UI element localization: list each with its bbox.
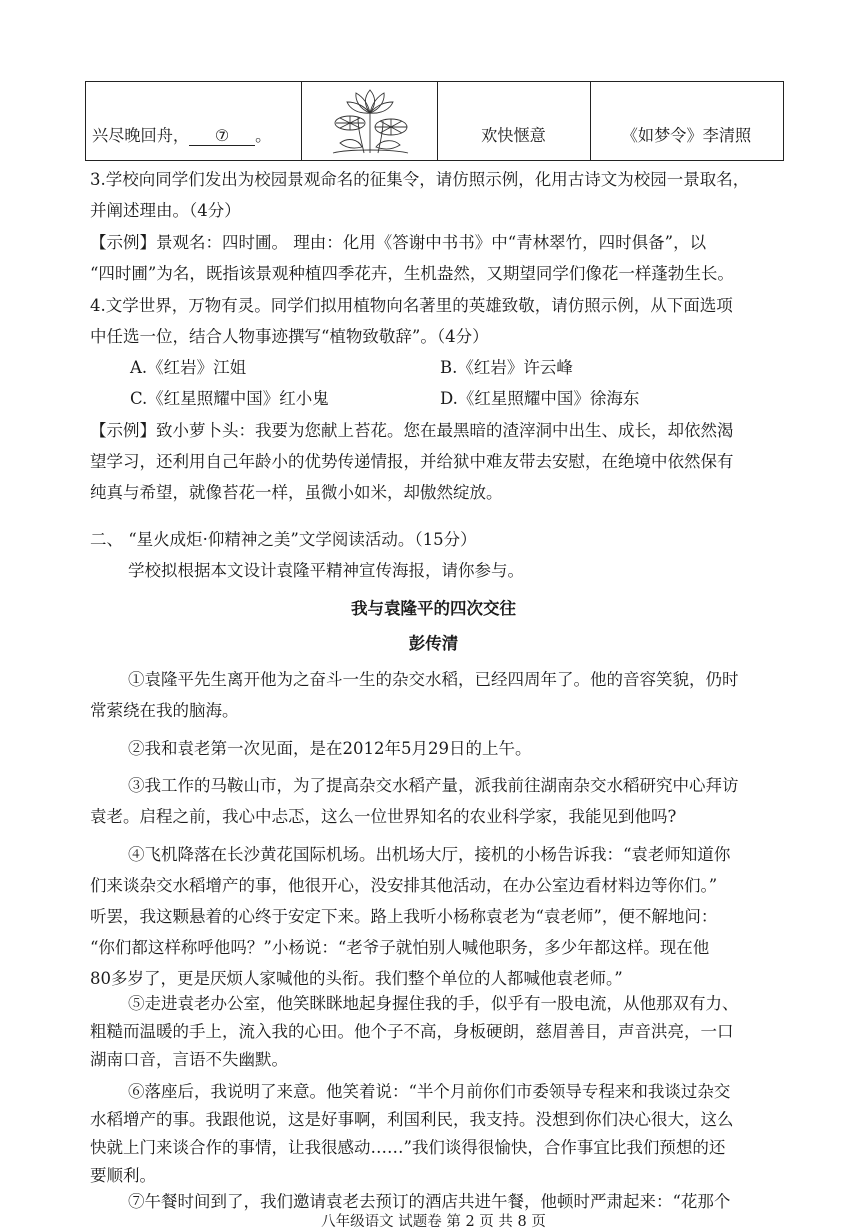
paragraph-5: 湖南口音，言语不失幽默。 (90, 1050, 288, 1069)
section-2-intro: 学校拟根据本文设计袁隆平精神宣传海报，请你参与。 (128, 561, 524, 580)
paragraph-4: 听罢，我这颗悬着的心终于安定下来。路上我听小杨称袁老为“袁老师”，便不解地问： (90, 907, 718, 926)
paragraph-6: 水稻增产的事。我跟他说，这是好事啊，利国利民，我支持。没想到你们决心很大，这么 (90, 1110, 734, 1129)
table-divider (590, 82, 591, 160)
paragraph-1: ①袁隆平先生离开他为之奋斗一生的杂交水稻，已经四周年了。他的音容笑貌，仍时 (128, 670, 739, 689)
paragraph-5: ⑤走进袁老办公室，他笑眯眯地起身握住我的手，似乎有一股电流，从他那双有力、 (128, 994, 739, 1013)
paragraph-5: 粗糙而温暖的手上，流入我的心田。他个子不高，身板硬朗，慈眉善目，声音洪亮，一口 (90, 1022, 734, 1041)
paragraph-3: 袁老。启程之前，我心中忐忑，这么一位世界知名的农业科学家，我能见到他吗? (90, 807, 677, 826)
table-cell-source: 《如梦令》李清照 (621, 126, 752, 145)
table-cell-mood: 欢快惬意 (481, 126, 546, 145)
poem-table-row (85, 81, 784, 161)
q4-option-a[interactable]: A.《红岩》江姐 (130, 358, 247, 377)
paragraph-2: ②我和袁老第一次见面，是在2012年5月29日的上午。 (128, 739, 532, 758)
q4-example-1: 【示例】致小萝卜头：我要为您献上苔花。您在最黑暗的渣滓洞中出生、成长，却依然渴 (90, 421, 734, 440)
article-title: 我与袁隆平的四次交往 (351, 599, 516, 618)
q4-line-2: 中任选一位，结合人物事迹撰写“植物致敬辞”。（4分） (90, 327, 489, 346)
q3-line-1: 3.学校向同学们发出为校园景观命名的征集令，请仿照示例，化用古诗文为校园一景取名， (90, 170, 750, 189)
q4-example-2: 望学习，还利用自己年龄小的优势传递情报，并给狱中难友带去安慰，在绝境中依然保有 (90, 452, 734, 471)
page-footer: 八年级语文 试题卷 第 2 页 共 8 页 (321, 1214, 546, 1230)
section-2-heading: 二、 “星火成炬·仰精神之美”文学阅读活动。（15分） (90, 530, 477, 549)
paragraph-1: 常萦绕在我的脑海。 (90, 701, 239, 720)
paragraph-4: “你们都这样称呼他吗？”小杨说：“老爷子就怕别人喊他职务，多少年都这样。现在他 (90, 938, 710, 957)
q4-option-c[interactable]: C.《红星照耀中国》红小鬼 (130, 389, 329, 408)
q4-line-1: 4.文学世界，万物有灵。同学们拟用植物向名著里的英雄致敬，请仿照示例，从下面选项 (90, 296, 733, 315)
paragraph-7: ⑦午餐时间到了，我们邀请袁老去预订的酒店共进午餐，他顿时严肃起来：“花那个 (128, 1192, 731, 1211)
q4-option-b[interactable]: B.《红岩》许云峰 (440, 358, 573, 377)
answer-blank-7[interactable]: ⑦ (189, 126, 255, 146)
paragraph-4: 们来谈杂交水稻增产的事，他很开心，没安排其他活动，在办公室边看材料边等你们。” (90, 876, 718, 895)
q4-example-3: 纯真与希望，就像苔花一样，虽微小如米，却傲然绽放。 (90, 483, 503, 502)
article-author: 彭传清 (408, 634, 459, 653)
paragraph-4: ④飞机降落在长沙黄花国际机场。出机场大厅，接机的小杨告诉我：“袁老师知道你 (128, 845, 731, 864)
table-divider (301, 82, 302, 160)
paragraph-4: 80多岁了，更是厌烦人家喊他的头衔。我们整个单位的人都喊他袁老师。” (90, 969, 623, 988)
q3-example-1: 【示例】景观名：四时圃。 理由：化用《答谢中书书》中“青林翠竹，四时俱备”，以 (90, 233, 707, 252)
table-cell-verse: 兴尽晚回舟， ⑦ 。 (92, 126, 272, 145)
lotus-icon (328, 87, 412, 155)
q3-example-2: “四时圃”为名，既指该景观种植四季花卉，生机盎然，又期望同学们像花一样蓬勃生长。 (90, 264, 734, 283)
paragraph-6: 快就上门来谈合作的事情，让我很感动……”我们谈得很愉快，合作事宜比我们预想的还 (90, 1138, 726, 1157)
lotus-image (328, 87, 412, 155)
paragraph-6: ⑥落座后，我说明了来意。他笑着说：“半个月前你们市委领导专程来和我谈过杂交 (128, 1082, 731, 1101)
q4-option-d[interactable]: D.《红星照耀中国》徐海东 (440, 389, 640, 408)
table-divider (437, 82, 438, 160)
paragraph-3: ③我工作的马鞍山市，为了提高杂交水稻产量，派我前往湖南杂交水稻研究中心拜访 (128, 776, 739, 795)
paragraph-6: 要顺利。 (90, 1166, 156, 1185)
q3-line-2: 并阐述理由。（4分） (90, 201, 241, 220)
